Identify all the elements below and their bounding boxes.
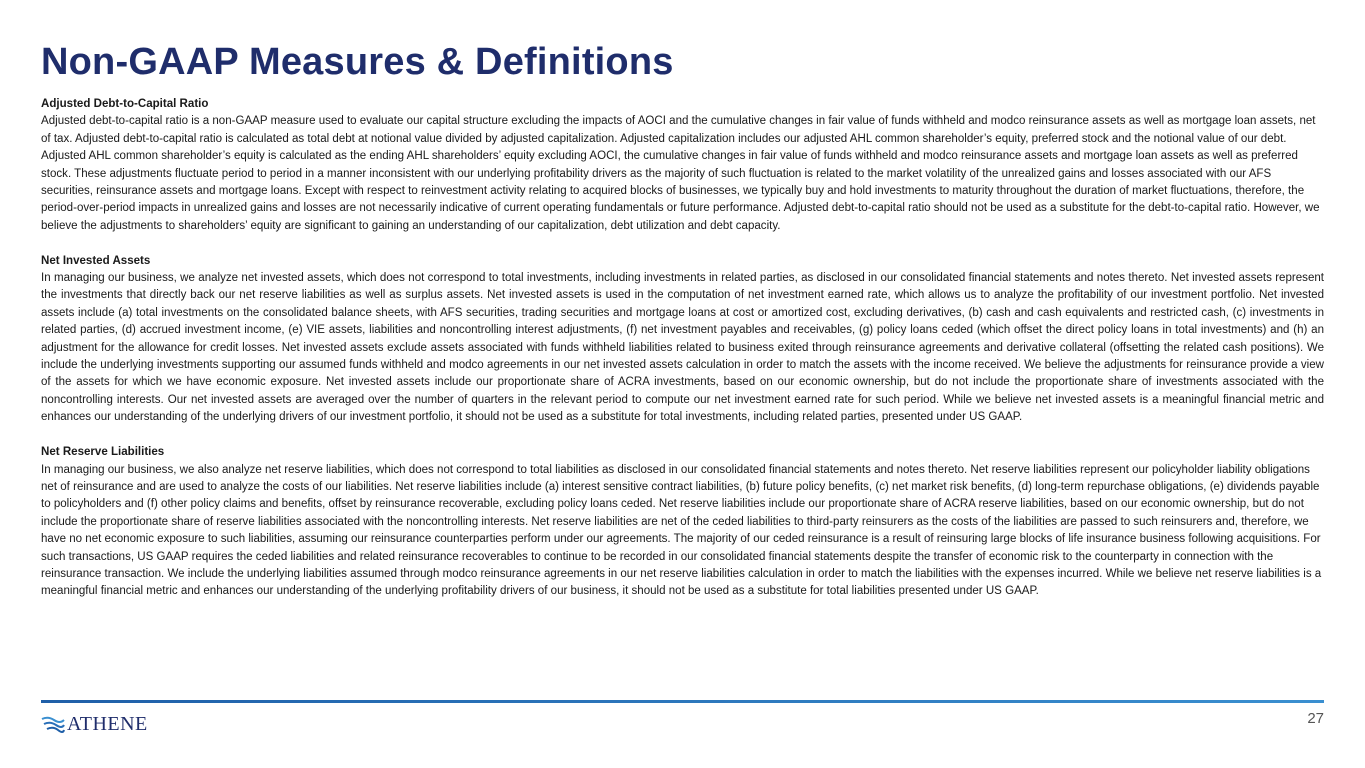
logo-wordmark: ATHENE (67, 713, 148, 735)
section-heading: Net Reserve Liabilities (41, 446, 165, 459)
section-paragraph: Adjusted debt-to-capital ratio is a non-GAAP measure used to evaluate our capital structure excluding the impacts of AOCI and the cumulative changes in fair value of funds withheld and modco reinsurance assets as well as mortgage loan assets, net of tax. Adjusted debt-to-capital ratio is calculated as total debt at notional value divided by adjusted capitalization. Adjusted capitalization includes our adjusted AHL common shareholder’s equity, preferred stock and the notional value of our debt. Adjusted AHL common shareholder’s equity is calculated as the ending AHL shareholders’ equity excluding AOCI, the cumulative changes in fair value of funds withheld and modco reinsurance assets and mortgage loan assets as well as preferred stock. These adjustments fluctuate period to period in a manner inconsistent with our underlying profitability drivers as the majority of such fluctuation is related to the market volatility of the unrealized gains and losses associated with our AFS securities, reinsurance assets and mortgage loans. Except with respect to reinvestment activity relating to acquired blocks of businesses, we typically buy and hold investments to maturity throughout the duration of market fluctuations, therefore, the period-over-period impacts in unrealized gains and losses are not necessarily indicative of current operating fundamentals or future performance. Adjusted debt-to-capital ratio should not be used as a substitute for the debt-to-capital ratio. However, we believe the adjustments to shareholders’ equity are significant to gaining an understanding of our capitalization, debt utilization and debt capacity. (41, 115, 1320, 232)
section-heading: Net Invested Assets (41, 254, 151, 267)
wave-logo-icon (41, 714, 65, 734)
section-net-invested-assets (41, 253, 1324, 427)
footer-divider (41, 700, 1324, 703)
section-net-reserve-liabilities (41, 444, 1324, 601)
section-adjusted-debt-to-capital (41, 96, 1324, 235)
section-paragraph: In managing our business, we analyze net invested assets, which does not correspond to total investments, including investments in related parties, as disclosed in our consolidated financial statements and notes thereto. Net invested assets represent the investments that directly back our net reserve liabilities as well as surplus assets. Net invested assets is used in the computation of net investment earned rate, which allows us to analyze the profitability of our investment portfolio. Net invested assets include (a) total investments on the consolidated balance sheets, with AFS securities, trading securities and mortgage loans at cost or amortized cost, excluding derivatives, (b) cash and cash equivalents and restricted cash, (c) investments in related parties, (d) accrued investment income, (e) VIE assets, liabilities and noncontrolling interest adjustments, (f) net investment payables and receivables, (g) policy loans ceded (which offset the direct policy loans in total investments) and (h) an adjustment for the allowance for credit losses. Net invested assets exclude assets associated with funds withheld liabilities related to business exited through reinsurance agreements and derivative collateral (offsetting the related cash positions). We include the underlying investments supporting our assumed funds withheld and modco agreements in our net invested assets calculation in order to match the assets with the income received. We believe the adjustments for reinsurance provide a view of the assets for which we have economic exposure. Net invested assets include our proportionate share of ACRA investments, based on our economic ownership, but do not include the proportionate share of investments associated with the noncontrolling interests. Our net invested assets are averaged over the number of quarters in the relevant period to compute our net investment earned rate for such period. While we believe net invested assets is a meaningful financial metric and enhances our understanding of the underlying drivers of our investment portfolio, it should not be used as a substitute for total investments, including related parties, presented under US GAAP. (41, 272, 1324, 424)
section-heading: Adjusted Debt-to-Capital Ratio (41, 98, 209, 110)
page-title: Non-GAAP Measures & Definitions (41, 41, 674, 83)
page-number: 27 (1307, 710, 1324, 727)
athene-logo (41, 712, 148, 736)
section-paragraph: In managing our business, we also analyze net reserve liabilities, which does not correspond to total liabilities as disclosed in our consolidated financial statements and notes thereto. Net reserve liabilities represent our policyholder liability obligations net of reinsurance and are used to analyze the costs of our liabilities. Net reserve liabilities include (a) interest sensitive contract liabilities, (b) future policy benefits, (c) net market risk benefits, (d) long-term repurchase obligations, (e) dividends payable to policyholders and (f) other policy claims and benefits, offset by reinsurance recoverable, excluding policy loans ceded. Net reserve liabilities include our proportionate share of ACRA reserve liabilities, based on our economic ownership, but do not include the proportionate share of reserve liabilities associated with the noncontrolling interests. Net reserve liabilities are net of the ceded liabilities to third-party reinsurers as the costs of the liabilities are passed to such reinsurers and, therefore, we have no net economic exposure to such liabilities, assuming our reinsurance counterparties perform under our agreements. The majority of our ceded reinsurance is a result of reinsuring large blocks of life insurance business following acquisitions. For such transactions, US GAAP requires the ceded liabilities and related reinsurance recoverables to continue to be recorded in our consolidated financial statements despite the transfer of economic risk to the counterparty in connection with the reinsurance transaction. We include the underlying liabilities assumed through modco reinsurance agreements in our net reserve liabilities calculation in order to match the liabilities with the expenses incurred. While we believe net reserve liabilities is a meaningful financial metric and enhances our understanding of the underlying profitability drivers of our business, it should not be used as a substitute for total liabilities presented under US GAAP. (41, 463, 1322, 598)
definitions-body (41, 96, 1324, 618)
